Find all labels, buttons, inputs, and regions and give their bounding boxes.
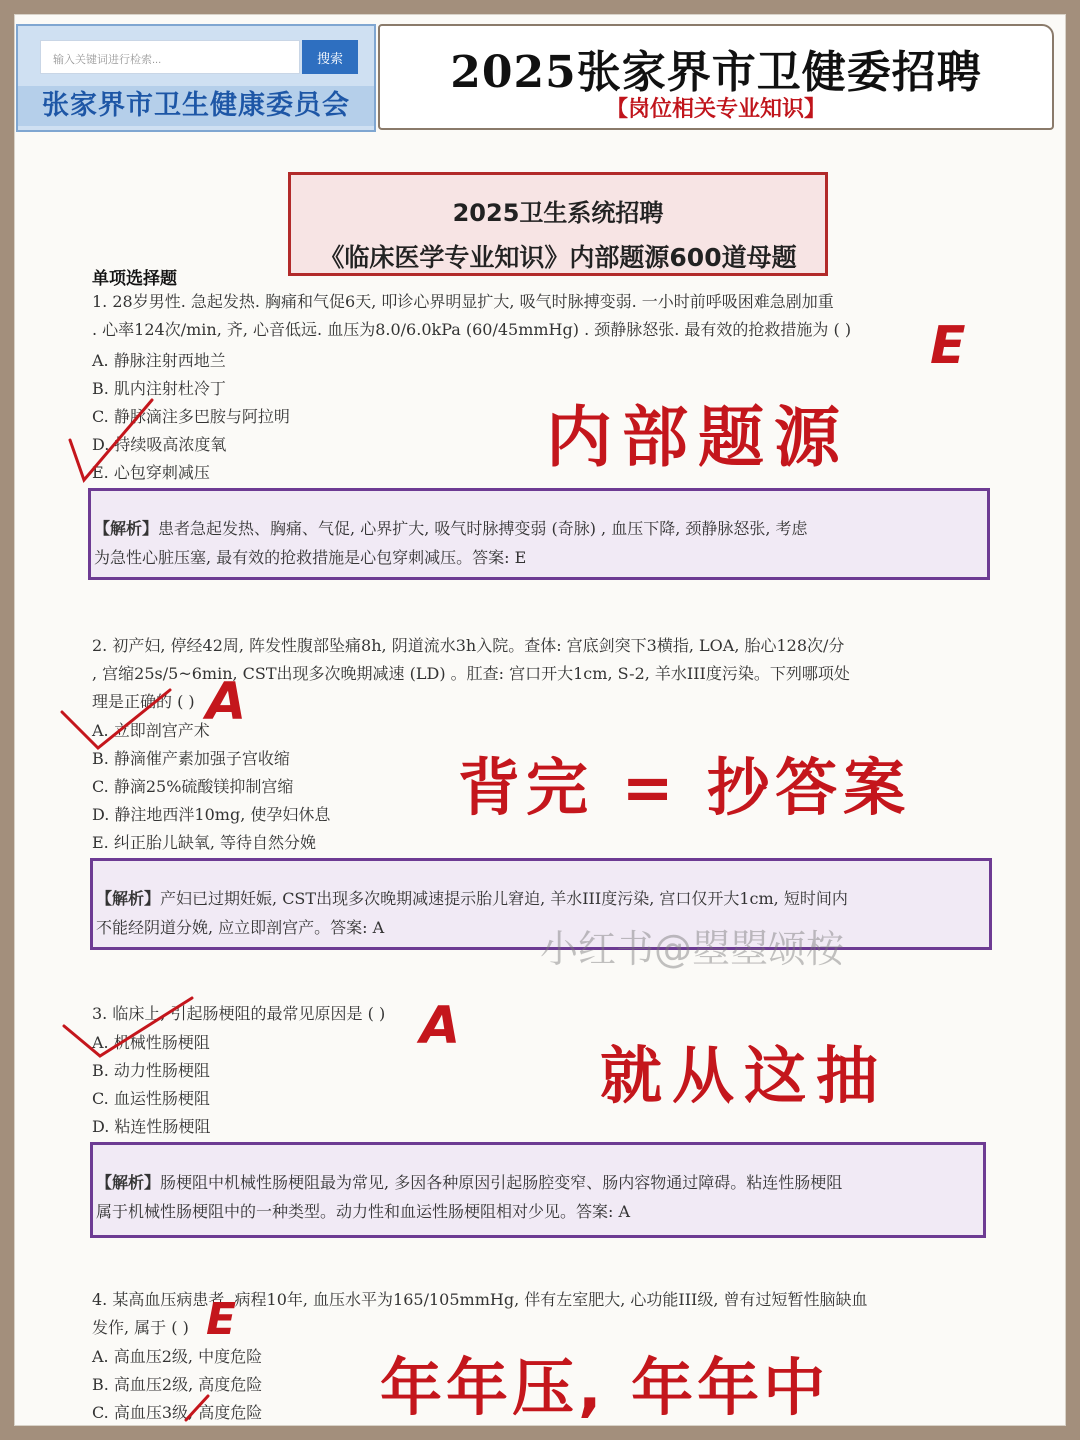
option: C. 高血压3级, 高度危险 [92,1403,263,1422]
analysis-text: 不能经阴道分娩, 应立即剖宫产。答案: A [96,918,385,937]
question-2-stem: 理是正确的 ( ) [92,692,195,711]
option: B. 动力性肠梗阻 [92,1061,210,1080]
option: A. 静脉注射西地兰 [92,351,226,370]
analysis-text: 【解析】患者急起发热、胸痛、气促, 心界扩大, 吸气时脉搏变弱 (奇脉) , 血压下降, 颈静脉怒张, 考虑 [94,519,808,538]
question-2-stem: 2. 初产妇, 停经42周, 阵发性腹部坠痛8h, 阴道流水3h入院。查体: 宫底剑突下3横指, LOA, 胎心128次/分 [92,636,845,655]
check-mark [62,690,170,748]
analysis-text: 属于机械性肠梗阻中的一种类型。动力性和血运性肠梗阻相对少见。答案: A [96,1202,631,1221]
handwriting-note: 就从这抽 [600,1039,889,1112]
handwriting-note: 背完 = 抄答案 [458,751,912,824]
check-mark [186,1396,208,1420]
option: D. 粘连性肠梗阻 [92,1117,211,1136]
question-3-stem: 3. 临床上, 引起肠梗阻的最常见原因是 ( ) [92,1004,386,1023]
question-1-stem: . 心率124次/min, 齐, 心音低远. 血压为8.0/6.0kPa (60/45mmHg) . 颈静脉怒张. 最有效的抢救措施为 ( ) [92,320,852,339]
handwriting-note: 年年压, 年年中 [380,1351,830,1424]
option: E. 纠正胎儿缺氧, 等待自然分娩 [92,833,317,852]
answer-mark: E [206,1294,237,1345]
option: A. 机械性肠梗阻 [92,1033,210,1052]
option: E. 心包穿刺减压 [92,463,210,482]
option: B. 高血压2级, 高度危险 [92,1375,263,1394]
question-4-stem: 发作, 属于 ( ) [92,1318,189,1337]
analysis-text: 【解析】肠梗阻中机械性肠梗阻最为常见, 多因各种原因引起肠腔变窄、肠内容物通过障碍。粘连性肠梗阻 [96,1173,843,1192]
option: D. 静注地西泮10mg, 使孕妇休息 [92,805,331,824]
search-button[interactable]: 搜索 [302,40,358,74]
answer-mark: A [420,996,461,1056]
question-2-stem: , 宫缩25s/5~6min, CST出现多次晚期减速 (LD) 。肛查: 宫口开大1cm, S-2, 羊水III度污染。下列哪项处 [92,664,850,683]
option: C. 静脉滴注多巴胺与阿拉明 [92,407,290,426]
banner-title: 2025张家界市卫健委招聘 [450,47,982,98]
option: A. 高血压2级, 中度危险 [92,1347,263,1366]
analysis-text: 为急性心脏压塞, 最有效的抢救措施是心包穿刺减压。答案: E [94,548,527,567]
section-label: 单项选择题 [92,269,177,289]
option: C. 静滴25%硫酸镁抑制宫缩 [92,777,294,796]
check-mark [70,400,152,480]
org-name: 张家界市卫生健康委员会 [18,86,374,126]
watermark: 小红书@曌曌颂桉 [540,927,845,971]
question-4-stem: 4. 某高血压病患者, 病程10年, 血压水平为165/105mmHg, 伴有左室肥大, 心功能III级, 曾有过短暂性脑缺血 [92,1290,868,1309]
search-input[interactable]: 输入关键词进行检索... [40,40,300,74]
banner-subtitle: 【岗位相关专业知识】 [605,96,826,122]
question-1-stem: 1. 28岁男性. 急起发热. 胸痛和气促6天, 叩诊心界明显扩大, 吸气时脉搏变弱. 一小时前呼吸困难急剧加重 [92,292,834,311]
answer-mark: A [206,672,247,732]
option: B. 肌内注射杜冷丁 [92,379,226,398]
option: D. 持续吸高浓度氧 [92,435,227,454]
doc-title-line1: 2025卫生系统招聘 [452,199,664,227]
analysis-text: 【解析】产妇已过期妊娠, CST出现多次晚期减速提示胎儿窘迫, 羊水III度污染, 宫口仅开大1cm, 短时间内 [96,889,848,908]
answer-mark: E [930,316,966,376]
handwriting-note: 内部题源 [546,399,850,476]
check-mark [64,998,192,1056]
doc-title-line2: 《临床医学专业知识》内部题源600道母题 [319,243,797,272]
option: A. 立即剖宫产术 [92,721,210,740]
option: C. 血运性肠梗阻 [92,1089,210,1108]
option: B. 静滴催产素加强子宫收缩 [92,749,290,768]
